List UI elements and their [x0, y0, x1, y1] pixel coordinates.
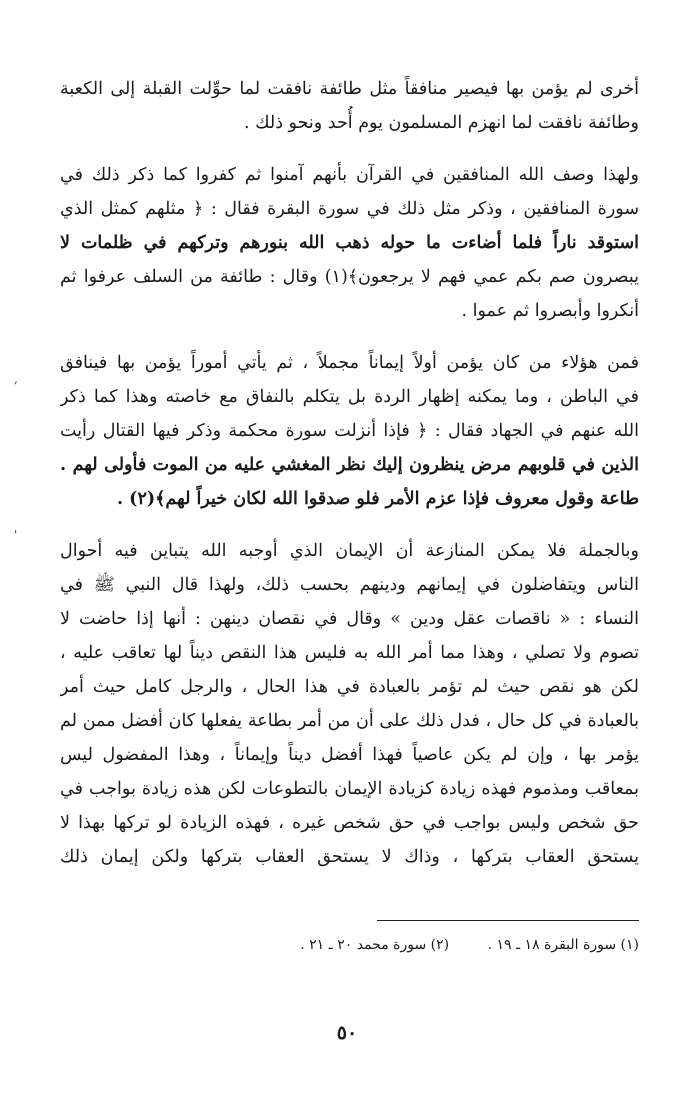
text-line: ولهذا وصف الله المنافقين في القرآن بأنهم آمنوا ثم كفروا كما ذكر ذلك في	[60, 165, 639, 185]
quran-quote-line: طاعة وقول معروف فإذا عزم الأمر فلو صدقوا الله لكان خيراً لهم﴾(٢) .	[116, 489, 639, 509]
text-line: في الباطن ، وما يمكنه إظهار الردة بل يتكلم بالنفاق مع خاصته وهذا كما ذكر	[60, 387, 639, 407]
footnote-2: (٢) سورة محمد ٢٠ ـ ٢١ .	[300, 937, 450, 953]
footnote-1: (١) سورة البقرة ١٨ ـ ١٩ .	[487, 937, 639, 953]
text-line: النساء : « ناقصات عقل ودين » وقال في نقصان دينهن : أنها إذا حاضت لا	[60, 609, 639, 629]
paragraph-gap	[60, 516, 639, 534]
footnote-separator	[377, 920, 639, 921]
text-line: فمن هؤلاء من كان يؤمن أولاً إيماناً مجملاً ، ثم يأتي أموراً يؤمن بها فينافق	[60, 353, 639, 373]
margin-mark: ,	[14, 372, 18, 386]
text-line: أخرى لم يؤمن بها فيصير منافقاً مثل طائفة نافقت لما حوِّلت القبلة إلى الكعبة	[60, 79, 639, 99]
paragraph-4	[60, 534, 639, 874]
paragraph-2	[60, 158, 639, 328]
text-line: تصوم ولا تصلي ، وهذا مما أمر الله به فليس هذا النقص ديناً لها تعاقب عليه ،	[60, 643, 639, 663]
quran-quote-line: استوقد ناراً فلما أضاءت ما حوله ذهب الله بنورهم وتركهم في ظلمات لا	[60, 233, 639, 253]
body-text	[60, 72, 639, 874]
text-line: يستحق العقاب بتركها ، وذاك لا يستحق العقاب بتركها ولكن إيمان ذلك	[60, 847, 639, 867]
paragraph-3	[60, 346, 639, 516]
text-line: حق شخص وليس بواجب في حق شخص غيره ، فهذه الزيادة لو تركها بهذا لا	[60, 813, 639, 833]
text-line: الله عنهم في الجهاد فقال : ﴿ فإذا أنزلت سورة محكمة وذكر فيها القتال رأيت	[60, 421, 639, 441]
text-line: وبالجملة فلا يمكن المنازعة أن الإيمان الذي أوجبه الله يتباين فيه أحوال	[60, 541, 639, 561]
text-line: سورة المنافقين ، وذكر مثل ذلك في سورة البقرة فقال : ﴿ مثلهم كمثل الذي	[60, 199, 639, 219]
text-line: لكن هو نقص حيث لم تؤمر بالعبادة في هذا الحال ، والرجل كامل حيث أمر	[60, 677, 639, 697]
text-line: يؤمر بها ، وإن لم يكن عاصياً فهذا أفضل ديناً وإيماناً ، وهذا المفضول ليس	[60, 745, 639, 765]
text-line: بمعاقب ومذموم فهذه زيادة كزيادة الإيمان بالتطوعات لكن هذه زيادة بواجب في	[60, 779, 639, 799]
paragraph-gap	[60, 328, 639, 346]
footnotes	[300, 934, 639, 956]
page-number: ٥٠	[336, 1022, 358, 1044]
paragraph-gap	[60, 140, 639, 158]
paragraph-1	[60, 72, 639, 140]
text-line: يبصرون صم بكم عمي فهم لا يرجعون﴾(١) وقال : طائفة من السلف عرفوا ثم	[60, 267, 639, 287]
text-line: وطائفة نافقت لما انهزم المسلمون يوم أُحد ونحو ذلك .	[244, 113, 639, 133]
text-line: الناس ويتفاضلون في إيمانهم ودينهم بحسب ذلك، ولهذا قال النبي ﷺ في	[60, 575, 639, 595]
margin-mark: '	[14, 528, 18, 542]
text-line: بالعبادة في كل حال ، فدل ذلك على أن من أمر بطاعة يفعلها كان أفضل ممن لم	[60, 711, 639, 731]
text-line: أنكروا وأبصروا ثم عموا .	[461, 301, 639, 321]
quran-quote-line: الذين في قلوبهم مرض ينظرون إليك نظر المغشي عليه من الموت فأولى لهم .	[60, 455, 639, 475]
